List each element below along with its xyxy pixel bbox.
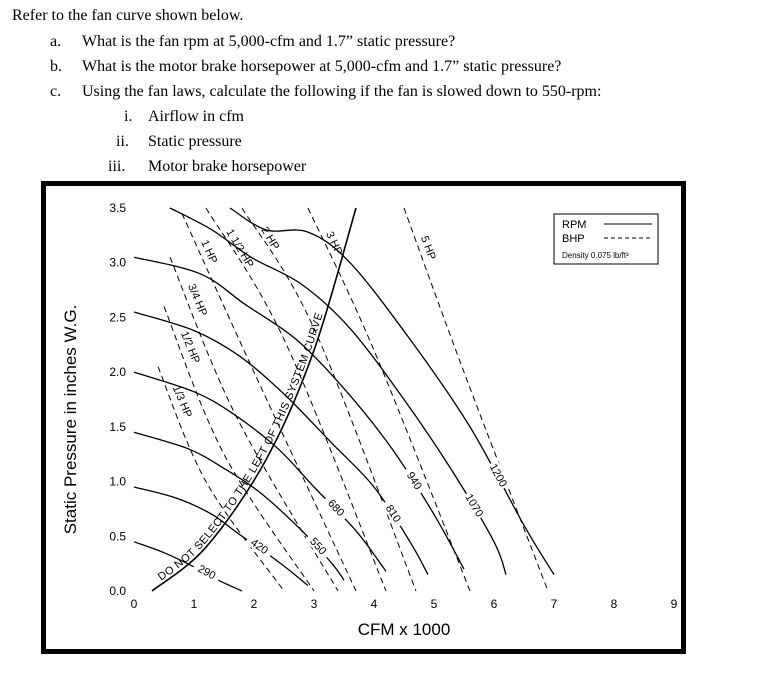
question-c-text: Using the fan laws, calculate the following if the fan is slowed down to 550-rpm: [82, 83, 602, 100]
y-axis-title: Static Pressure in inches W.G. [61, 304, 80, 535]
question-c-marker: c. [50, 83, 62, 100]
rpm-label: 550 [307, 535, 329, 558]
rpm-label: 420 [248, 536, 271, 558]
system-curve-label-path: DO NOT SELECT TO THE LEFT OF THIS SYSTEM CURVE [155, 310, 326, 584]
legend-label: RPM [562, 219, 587, 231]
x-tick-label: 8 [610, 597, 618, 611]
y-tick-label: 1.5 [109, 419, 126, 434]
x-tick-label: 2 [250, 597, 258, 611]
subitem-iii-marker: iii. [108, 158, 126, 175]
system-curve-label [155, 310, 329, 584]
bhp-label: 1/3 HP [169, 383, 194, 420]
rpm-curve [134, 312, 428, 575]
question-b-text: What is the motor brake horsepower at 5,000-cfm and 1.7” static pressure? [82, 58, 562, 75]
x-tick-label: 4 [370, 597, 378, 611]
x-tick-label: 0 [130, 597, 138, 611]
question-a-text: What is the fan rpm at 5,000-cfm and 1.7” static pressure? [82, 33, 456, 50]
bhp-label: 2 HP [258, 225, 282, 253]
bhp-label: 1 1/2 HP [223, 227, 256, 270]
bhp-label: 1/2 HP [178, 329, 202, 366]
x-tick-label: 6 [490, 597, 498, 611]
question-b-marker: b. [50, 58, 62, 75]
rpm-label: 940 [403, 470, 424, 492]
bhp-curve [308, 208, 470, 591]
rpm-label: 810 [382, 502, 403, 525]
x-tick-label: 1 [190, 597, 198, 611]
y-tick-label: 0.0 [109, 584, 126, 598]
legend-density-note: Density 0.075 lb/ft³ [562, 251, 629, 260]
rpm-label: 1200 [486, 462, 510, 490]
bhp-curve [404, 208, 548, 591]
rpm-label: 680 [325, 497, 347, 520]
subitem-i-text: Airflow in cfm [148, 108, 244, 125]
x-tick-label: 5 [430, 597, 438, 611]
y-tick-label: 0.5 [109, 529, 126, 544]
legend-label: BHP [562, 233, 585, 245]
bhp-label: 3/4 HP [185, 282, 210, 319]
rpm-label: 1070 [462, 492, 486, 520]
fan-curve-chart [41, 181, 686, 654]
subitem-ii-text: Static pressure [148, 133, 242, 150]
bhp-label: 5 HP [417, 234, 438, 262]
x-tick-label: 7 [550, 597, 558, 611]
rpm-label: 290 [195, 562, 218, 583]
subitem-ii-marker: ii. [116, 133, 129, 150]
rpm-curve [134, 432, 347, 583]
y-tick-label: 3.0 [109, 255, 126, 270]
x-tick-label: 9 [670, 597, 678, 611]
subitem-i-marker: i. [124, 108, 133, 125]
y-tick-label: 3.5 [109, 201, 126, 215]
chart-canvas [46, 186, 681, 649]
x-axis-title: CFM x 1000 [357, 620, 451, 639]
subitem-iii-text: Motor brake horsepower [148, 158, 307, 175]
question-a-marker: a. [50, 33, 62, 50]
y-tick-label: 2.0 [109, 365, 126, 380]
bhp-label: 1 HP [198, 238, 220, 266]
intro-text: Refer to the fan curve shown below. [12, 7, 244, 24]
x-tick-label: 3 [310, 597, 318, 611]
y-tick-label: 1.0 [109, 474, 126, 489]
bhp-label: 3 HP [323, 229, 345, 258]
y-tick-label: 2.5 [109, 310, 126, 325]
